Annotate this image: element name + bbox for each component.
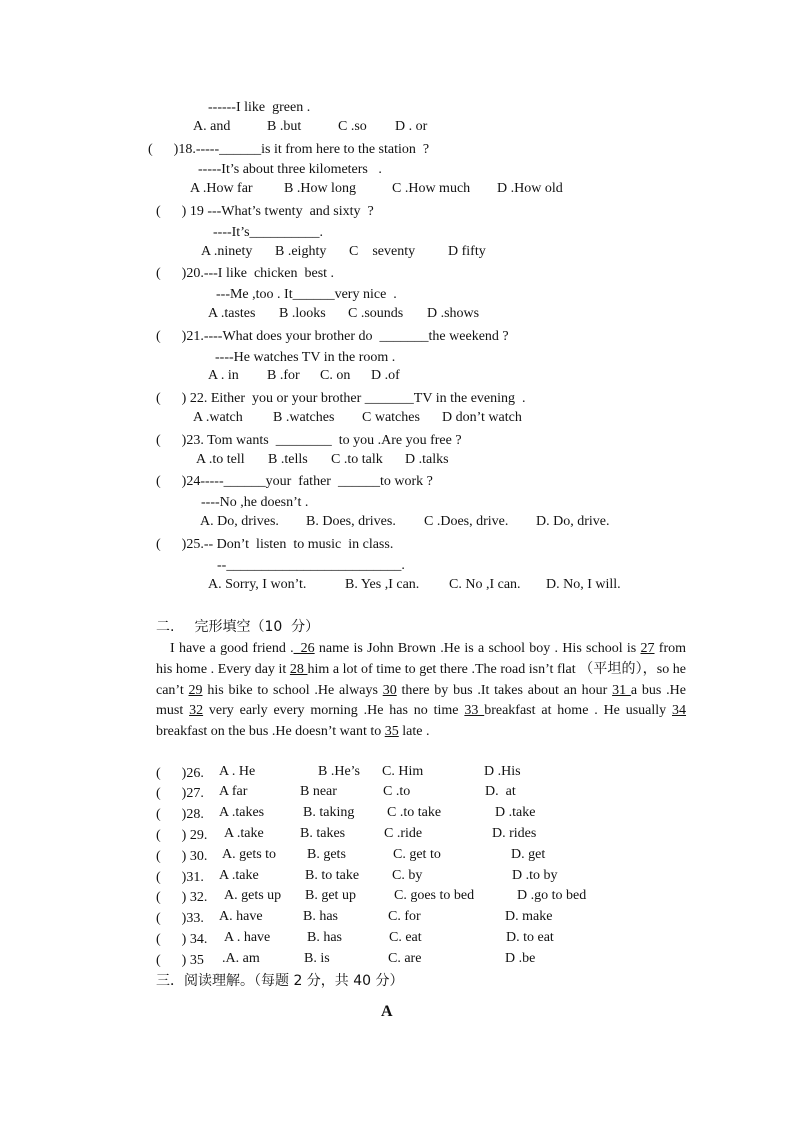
q30-option-a: A. gets to	[222, 847, 277, 862]
q30-option-b: B. gets	[307, 847, 346, 862]
q26-option-d: D .His	[484, 764, 521, 779]
q34-option-a: A . have	[224, 930, 271, 945]
blank-26[interactable]: _26	[293, 641, 315, 656]
q33-option-c: C. for	[388, 909, 421, 924]
blank-31[interactable]: 31	[612, 682, 631, 698]
q20-option-c: C .sounds	[348, 306, 404, 321]
q20-option-b: B .looks	[279, 306, 326, 321]
q20-stem: ( )20.---I like chicken best .	[156, 266, 335, 281]
q29-option-a: A .take	[224, 826, 264, 841]
q35-option-c: C. are	[388, 951, 422, 966]
q28-option-b: B. taking	[303, 805, 355, 820]
q17-option-a: A. and	[193, 119, 231, 134]
q19-blank[interactable]: __________	[249, 225, 320, 240]
q35-option-a: .A. am	[222, 951, 260, 966]
blank-28[interactable]: 28	[289, 661, 308, 677]
q21-option-b: B .for	[267, 368, 300, 383]
cloze-q33: ( )33.	[156, 911, 204, 926]
q29-option-d: D. rides	[492, 826, 537, 841]
blank-33[interactable]: 33	[464, 703, 485, 719]
q18-option-c: C .How much	[392, 181, 471, 196]
cloze-q34: ( ) 34.	[156, 932, 208, 947]
blank-29[interactable]: 29	[188, 682, 203, 698]
q20-option-a: A .tastes	[208, 306, 256, 321]
q33-option-d: D. make	[505, 909, 553, 924]
q28-option-c: C .to take	[387, 805, 442, 820]
q23-option-d: D .talks	[405, 452, 449, 467]
cloze-q29: ( ) 29.	[156, 828, 208, 843]
q24-option-a: A. Do, drives.	[200, 514, 279, 529]
cloze-q27: ( )27.	[156, 786, 204, 801]
q24-option-b: B. Does, drives.	[306, 514, 396, 529]
q27-option-a: A far	[219, 784, 248, 799]
cloze-q26: ( )26.	[156, 766, 204, 781]
q19-stem: ( ) 19 ---What’s twenty and sixty ?	[156, 204, 374, 219]
q31-option-b: B. to take	[305, 868, 360, 883]
q28-option-d: D .take	[495, 805, 536, 820]
q25-option-b: B. Yes ,I can.	[345, 577, 420, 592]
q23-option-c: C .to talk	[331, 452, 383, 467]
section-2-heading	[156, 617, 319, 637]
q33-option-b: B. has	[303, 909, 338, 924]
q26-option-b: B .He’s	[318, 764, 360, 779]
cloze-q30: ( ) 30.	[156, 849, 208, 864]
q19-option-d: D fifty	[448, 244, 486, 259]
q34-option-c: C. eat	[389, 930, 422, 945]
blank-35[interactable]: 35	[384, 724, 399, 740]
cloze-q31: ( )31.	[156, 870, 204, 885]
cloze-q32: ( ) 32.	[156, 890, 208, 905]
q18-option-d: D .How old	[497, 181, 563, 196]
blank-32[interactable]: 32	[189, 703, 204, 719]
q26-option-a: A . He	[219, 764, 256, 779]
q22-option-a: A .watch	[193, 410, 243, 425]
q26-option-c: C. Him	[382, 764, 424, 779]
q17-answer-line: ------I like green .	[208, 100, 311, 115]
q34-option-b: B. has	[307, 930, 342, 945]
q23-blank[interactable]: ________	[275, 433, 332, 448]
cloze-q28: ( )28.	[156, 807, 204, 822]
section-2-number: 二.	[156, 619, 175, 635]
q25-stem: ( )25.-- Don’t listen to music in class.	[156, 537, 394, 552]
q18-option-a: A .How far	[190, 181, 253, 196]
q19-answer-line: ----It’s__________.	[213, 225, 324, 240]
q24-option-c: C .Does, drive.	[424, 514, 509, 529]
q24-stem: ( )24-----______your father ______to work ?	[156, 474, 433, 489]
q24-option-d: D. Do, drive.	[536, 514, 610, 529]
q19-option-b: B .eighty	[275, 244, 327, 259]
q18-option-b: B .How long	[284, 181, 356, 196]
q20-answer-line: ---Me ,too . It______very nice .	[216, 287, 397, 302]
q31-option-c: C. by	[392, 868, 423, 883]
q24-answer-line: ----No ,he doesn’t .	[201, 495, 309, 510]
q31-option-d: D .to by	[512, 868, 558, 883]
q33-option-a: A. have	[219, 909, 263, 924]
q30-option-d: D. get	[511, 847, 546, 862]
q22-option-b: B .watches	[273, 410, 335, 425]
q28-option-a: A .takes	[219, 805, 265, 820]
q21-answer-line: ----He watches TV in the room .	[215, 350, 396, 365]
q17-option-b: B .but	[267, 119, 302, 134]
q23-option-b: B .tells	[268, 452, 308, 467]
q34-option-d: D. to eat	[506, 930, 554, 945]
q22-blank[interactable]: _______	[364, 391, 414, 406]
q25-blank[interactable]: _________________________	[226, 558, 402, 573]
blank-27[interactable]: 27	[640, 641, 655, 656]
q32-option-d: D .go to bed	[517, 888, 587, 903]
q18-blank[interactable]: ______	[219, 142, 262, 157]
q21-stem: ( )21.----What does your brother do _______the weekend ?	[156, 329, 509, 344]
section-3-heading: 三．阅读理解。（每题 2 分，共 40 分）	[156, 973, 404, 989]
q27-option-b: B near	[300, 784, 337, 799]
q17-option-d: D . or	[395, 119, 428, 134]
q27-option-d: D. at	[485, 784, 516, 799]
q31-option-a: A .take	[219, 868, 259, 883]
cloze-q35: ( ) 35	[156, 953, 204, 968]
q22-stem: ( ) 22. Either you or your brother _______TV in the evening .	[156, 391, 526, 406]
q25-option-a: A. Sorry, I won’t.	[208, 577, 307, 592]
q18-stem: ( )18.-----______is it from here to the station ?	[148, 142, 430, 157]
q24-blank-2[interactable]: ______	[337, 474, 380, 489]
q27-option-c: C .to	[383, 784, 411, 799]
q20-blank[interactable]: ______	[292, 287, 335, 302]
q17-option-c: C .so	[338, 119, 367, 134]
q21-blank[interactable]: _______	[379, 329, 429, 344]
cloze-passage: I have a good friend ._26 name is John Brown .He is a school boy . His school is 27 from his home . Every day it 28 him a lot of time to get there .The road isn’t flat （平坦的），so he can’t 29 his bike to school .He always 30 there by bus .It takes about an hour 31 a bus .He must 32 very early every morning .He has no time 33 breakfast at home . He usually 34 breakfast on the bus .He doesn’t want to 35 late .	[156, 641, 687, 740]
q20-option-d: D .shows	[427, 306, 480, 321]
q23-option-a: A .to tell	[196, 452, 245, 467]
reading-part-a-heading: A	[381, 1003, 393, 1020]
q21-option-a: A . in	[208, 368, 239, 383]
q19-option-a: A .ninety	[201, 244, 253, 259]
q23-stem: ( )23. Tom wants ________ to you .Are you free ?	[156, 433, 462, 448]
q35-option-b: B. is	[304, 951, 330, 966]
q32-option-a: A. gets up	[224, 888, 282, 903]
q19-option-c: C seventy	[349, 244, 416, 259]
q21-option-d: D .of	[371, 368, 400, 383]
blank-34[interactable]: 34	[672, 703, 687, 719]
q22-option-d: D don’t watch	[442, 410, 522, 425]
section-2-title: 完形填空（10 分）	[194, 619, 320, 635]
q25-answer-line: --_________________________.	[217, 558, 405, 573]
q25-option-c: C. No ,I can.	[449, 577, 521, 592]
q18-answer-line: -----It’s about three kilometers .	[198, 162, 382, 177]
q29-option-c: C .ride	[384, 826, 423, 841]
q29-option-b: B. takes	[300, 826, 346, 841]
q25-option-d: D. No, I will.	[546, 577, 621, 592]
q35-option-d: D .be	[505, 951, 536, 966]
blank-30[interactable]: 30	[382, 682, 397, 698]
q30-option-c: C. get to	[393, 847, 441, 862]
q22-option-c: C watches	[362, 410, 420, 425]
q32-option-b: B. get up	[305, 888, 356, 903]
q21-option-c: C. on	[320, 368, 351, 383]
q24-blank-1[interactable]: ______	[223, 474, 266, 489]
q32-option-c: C. goes to bed	[394, 888, 475, 903]
